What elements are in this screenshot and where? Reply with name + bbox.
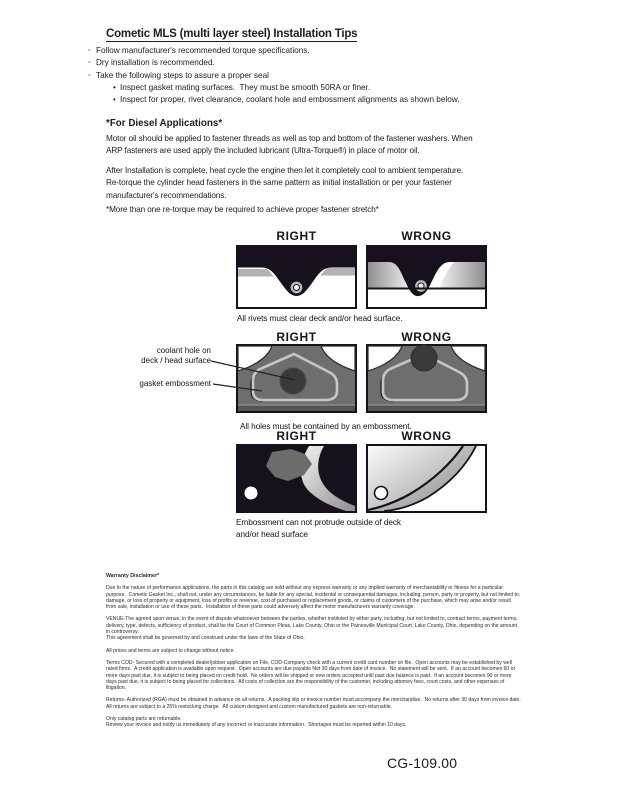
bolt-hole (375, 487, 388, 500)
diagram-hole-wrong (366, 344, 487, 413)
prices-notice: All prices and terms are subject to change without notice. (106, 647, 235, 654)
annotation-line1: coolant hole on (156, 346, 211, 355)
right-label-set1: RIGHT (276, 229, 317, 243)
bullet-icon: ◦ (88, 59, 91, 67)
caption-set1: All rivets must clear deck and/or head surface. (237, 313, 403, 323)
governing-law-line: This agreement shall be governed by and construed under the laws of the State of Ohio. (106, 635, 305, 642)
catalog-parts-line: Only catalog parts are returnable. (106, 716, 182, 723)
bullet-icon: • (113, 82, 116, 92)
list-item-text: Inspect gasket mating surfaces. They must be smooth 50RA or finer. (120, 82, 371, 92)
list-item-text: Dry installation is recommended. (96, 58, 215, 68)
list-item-text: Take the following steps to assure a proper seal (96, 70, 269, 80)
list-item (88, 57, 558, 69)
list-item-text: Inspect for proper, rivet clearance, coolant hole and embossment alignments as shown below. (120, 95, 460, 105)
diagram-protrude-wrong (366, 444, 487, 513)
caption-set3 (236, 516, 516, 540)
warranty-disclaimer-heading: Warranty Disclaimer* (106, 573, 160, 579)
returns-paragraph: Returns- Authorized (RGA) must be obtained in advance on all returns. A packing slip or invoice number must accompany the merchandise. No returns after 30 days from invoice date. All returns are subject to a 25% restocking charge. All custom designed and custom manufactured gaskets are non-returnable. (106, 697, 524, 710)
list-sub-item (113, 82, 558, 94)
wrong-label-set3: WRONG (401, 429, 452, 443)
legal-section (106, 573, 522, 735)
right-label-set2: RIGHT (276, 330, 317, 344)
warranty-paragraph: Due to the nature of performance applications, the parts in this catalog are sold without any express warranty or any implied warranty of merchantability or fitness for a particular purpose. Cometic Gasket Inc., shall not, under any circumstances, be liable for any special, incidental or consequential damages, including, person, party or property, but not limited to, damage, or loss of property or equipment, loss of profits or revenue, cost of purchased or replacement goods, or claims of customers of the purchase, which may arise and/or result from sale, installation or use of these parts. Installation of these parts could adversely affect the motor manufacturers warranty coverage. (106, 585, 522, 611)
right-label-set3: RIGHT (276, 429, 317, 443)
gasket-bottom-band (238, 405, 355, 411)
venue-paragraph: VENUE-The agreed upon venue, in the event of dispute whatsoever between the parties, whether instituted by either party, including, but not limited to, contract terms, payment terms, delivery, type, defects, sufficiency of product, shall be the Court of Common Pleas, Lake County, Ohio or the Painesville Municipal Court, Lake County, Ohio, depending on the amount in controversy. (106, 616, 520, 636)
diesel-applications-heading: *For Diesel Applications* (106, 118, 223, 129)
wrong-label-set2: WRONG (401, 330, 452, 344)
page-title: Cometic MLS (multi layer steel) Installation Tips (106, 28, 358, 40)
rivet-center (294, 285, 300, 291)
diagram-rivet-wrong (366, 245, 487, 309)
list-sub-item (113, 94, 558, 106)
diesel-paragraph-1: Motor oil should be applied to fastener threads as well as top and bottom of the fastener washers. When ARP fasteners are used apply the included lubricant (Ultra-Torque®) in place of motor oil. (106, 134, 475, 156)
coolant-hole-annotation (99, 346, 211, 365)
caption-line2: and/or head surface (236, 529, 308, 539)
caption-set2: All holes must be contained by an embossment. (240, 421, 412, 431)
coolant-hole (280, 368, 306, 394)
install-tips-list (88, 45, 558, 106)
diagram-hole-right (236, 344, 357, 413)
bullet-icon: ◦ (88, 47, 91, 54)
review-invoice-line: Review your invoice and notify us immediately of any incorrect or inaccurate information. Shortages must be reported within 10 days. (106, 722, 407, 729)
caption-line1: Embossment can not protrude outside of deck (236, 517, 401, 527)
list-item-text: Follow manufacturer's recommended torque specifications. (96, 46, 310, 55)
bullet-icon: • (113, 95, 116, 105)
list-item (88, 70, 558, 82)
list-item (88, 45, 558, 57)
terms-cod-paragraph: Terms COD- Secured with a completed dealer/jobber application on File, COD-Company check with a current credit card number on file. Open accounts may be established by well rated firms. A credit application is available upon request. Open accounts are due payable Net 30 days from date of invoice. No statement will be sent. If an account becomes 60 or more days past due, it is subject to being placed on credit hold. No orders will be shipped or new orders accepted until past due balance is paid. If an account becomes 90 or more days past due, it is subject to being placed for collections. All costs of collection are the responsibility of the customer, including attorney fees, court costs, and other expenses of litigation. (106, 659, 517, 692)
annotation-line2: deck / head surface (141, 355, 211, 365)
diagram-protrude-right (236, 444, 357, 513)
bullet-icon: ◦ (88, 71, 91, 79)
retorque-note: *More than one re-torque may be required to achieve proper fastener stretch* (106, 205, 379, 214)
bolt-hole (245, 487, 258, 500)
diagram-rivet-right (236, 245, 357, 309)
wrong-label-set1: WRONG (401, 229, 452, 243)
gasket-bottom-band (368, 405, 485, 411)
page-number: CG-109.00 (387, 755, 458, 771)
embossment-annotation: gasket embossment (139, 379, 211, 388)
diesel-paragraph-2: After Installation is complete, heat cycle the engine then let it completely cool to ambient temperature. Re-torque the cylinder head fasteners in the same pattern as initial installation or per your fastener manufacturer's recommendations. (106, 166, 466, 200)
coolant-hole (411, 345, 437, 371)
